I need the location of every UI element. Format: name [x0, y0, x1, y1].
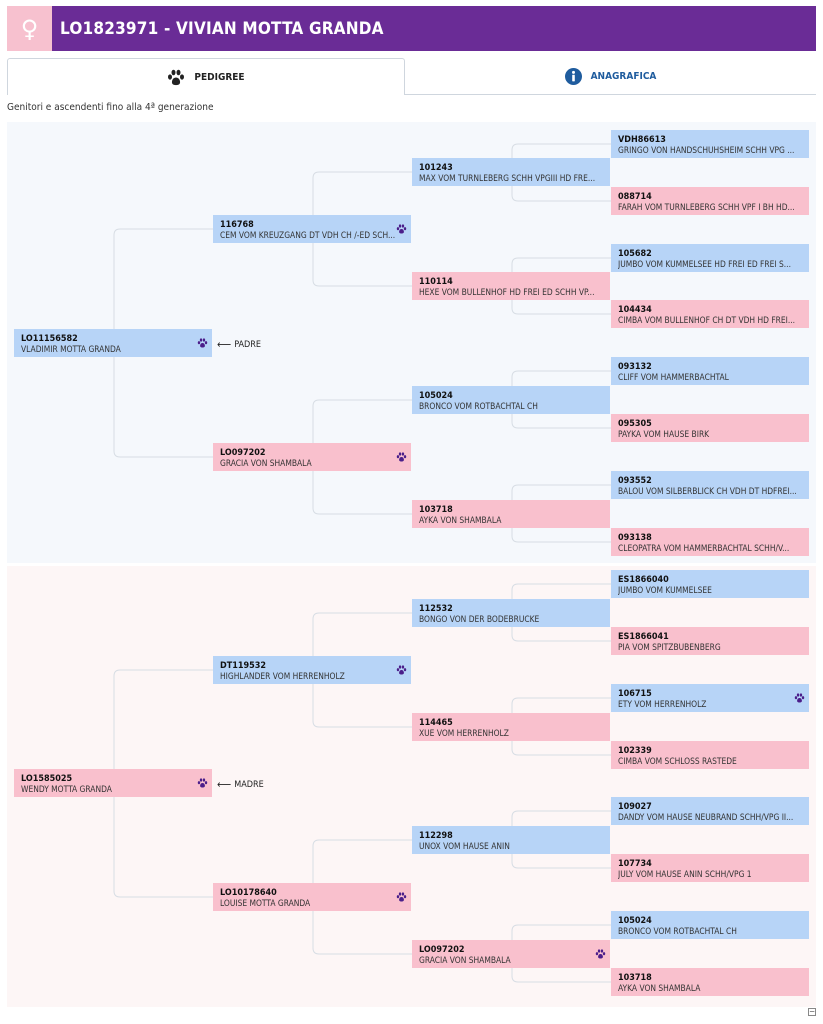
connector-line — [114, 357, 213, 457]
connector-line — [313, 911, 412, 954]
pedigree-card[interactable] — [611, 357, 809, 385]
pedigree-card[interactable] — [213, 215, 411, 243]
paw-icon[interactable] — [794, 688, 805, 707]
pedigree-card[interactable] — [611, 854, 809, 882]
pedigree-card[interactable] — [611, 627, 809, 655]
dam-label-text: MADRE — [234, 779, 264, 790]
animal-name: HIGHLANDER VOM HERRENHOLZ — [220, 671, 345, 681]
connector-line — [313, 684, 412, 727]
animal-code: 101243 — [419, 163, 453, 173]
animal-name: AYKA VON SHAMBALA — [419, 515, 502, 525]
animal-name: PAYKA VOM HAUSE BIRK — [618, 429, 710, 439]
animal-code: 106715 — [618, 689, 652, 699]
connector-line — [512, 186, 611, 201]
animal-code: 093138 — [618, 533, 652, 543]
collapse-icon[interactable]: − — [809, 1007, 816, 1016]
animal-name: CIMBA VOM SCHLOSS RASTEDE — [618, 756, 737, 766]
connector-line — [512, 414, 611, 428]
paw-icon[interactable] — [396, 660, 407, 679]
animal-name: GRACIA VON SHAMBALA — [419, 955, 511, 965]
pedigree-subtitle: Genitori e ascendenti fino alla 4ª generazione — [7, 102, 214, 113]
animal-code: 103718 — [618, 973, 652, 983]
pedigree-card[interactable] — [611, 300, 809, 328]
pedigree-card[interactable] — [14, 329, 212, 357]
animal-code: 107734 — [618, 859, 652, 869]
connector-line — [313, 400, 412, 443]
animal-code: 112298 — [419, 831, 453, 841]
animal-name: BRONCO VOM ROTBACHTAL CH — [419, 401, 538, 411]
connector-line — [512, 144, 611, 158]
animal-code: 114465 — [419, 718, 453, 728]
pedigree-card[interactable] — [611, 244, 809, 272]
animal-code: 116768 — [220, 220, 254, 230]
animal-code: ES1866041 — [618, 632, 669, 642]
animal-code: LO10178640 — [220, 888, 277, 898]
animal-code: DT119532 — [220, 661, 267, 671]
pedigree-card[interactable] — [412, 826, 610, 854]
animal-code: ES1866040 — [618, 575, 669, 585]
connector-line — [512, 741, 611, 755]
pedigree-card[interactable] — [611, 528, 809, 556]
animal-name: UNOX VOM HAUSE ANIN — [419, 841, 510, 851]
animal-name: VLADIMIR MOTTA GRANDA — [21, 344, 121, 354]
animal-code: 110114 — [419, 277, 453, 287]
animal-code: 095305 — [618, 419, 652, 429]
pedigree-card[interactable] — [611, 471, 809, 499]
animal-name: CLEOPATRA VOM HAMMERBACHTAL SCHH/V... — [618, 543, 790, 553]
animal-code: VDH86613 — [618, 135, 666, 145]
animal-code: 104434 — [618, 305, 652, 315]
pedigree-card[interactable] — [213, 656, 411, 684]
animal-code: LO097202 — [419, 945, 465, 955]
connector-line — [313, 243, 412, 286]
animal-name: PIA VOM SPITZBUBENBERG — [618, 642, 721, 652]
animal-code: LO11156582 — [21, 334, 78, 344]
pedigree-card[interactable] — [412, 386, 610, 414]
animal-name: LOUISE MOTTA GRANDA — [220, 898, 311, 908]
animal-name: GRINGO VON HANDSCHUHSHEIM SCHH VPG ... — [618, 145, 795, 155]
dam-label — [217, 778, 264, 791]
pedigree-card[interactable] — [412, 158, 610, 186]
connector-line — [313, 172, 412, 215]
sire-label-text: PADRE — [234, 339, 262, 350]
pedigree-card[interactable] — [611, 187, 809, 215]
paw-icon[interactable] — [595, 944, 606, 963]
connector-line — [512, 371, 611, 386]
tab-anagrafica-label: ANAGRAFICA — [590, 70, 657, 82]
tab-pedigree-label: PEDIGREE — [194, 71, 245, 83]
animal-name: GRACIA VON SHAMBALA — [220, 458, 312, 468]
connector-line — [114, 797, 213, 897]
sire-label — [217, 338, 261, 351]
animal-name: BALOU VOM SILBERBLICK CH VDH DT HDFREI... — [618, 486, 797, 496]
connector-line — [512, 584, 611, 599]
connector-line — [512, 968, 611, 982]
pedigree-card[interactable] — [611, 414, 809, 442]
animal-name: FARAH VOM TURNLEBERG SCHH VPF I BH HD... — [618, 202, 795, 212]
animal-code: 093132 — [618, 362, 652, 372]
animal-name: BONGO VON DER BODEBRUCKE — [419, 614, 540, 624]
pedigree-card[interactable] — [412, 940, 610, 968]
animal-code: 105682 — [618, 249, 652, 259]
pedigree-card[interactable] — [412, 599, 610, 627]
pedigree-card[interactable] — [412, 500, 610, 528]
animal-name: DANDY VOM HAUSE NEUBRAND SCHH/VPG II... — [618, 812, 794, 822]
animal-code: LO097202 — [220, 448, 266, 458]
animal-name: CLIFF VOM HAMMERBACHTAL — [618, 372, 729, 382]
connector-line — [512, 300, 611, 314]
animal-code: 105024 — [419, 391, 453, 401]
connector-line — [313, 840, 412, 883]
connector-line — [512, 627, 611, 641]
connector-line — [512, 698, 611, 713]
paw-icon[interactable] — [396, 447, 407, 466]
animal-code: 093552 — [618, 476, 652, 486]
animal-name: JUMBO VOM KUMMELSEE HD FREI ED FREI S... — [618, 259, 791, 269]
pedigree-card[interactable] — [611, 911, 809, 939]
pedigree-card[interactable] — [14, 769, 212, 797]
pedigree-card[interactable] — [611, 797, 809, 825]
connector-line — [512, 811, 611, 826]
animal-name: XUE VOM HERRENHOLZ — [419, 728, 509, 738]
arrow-left-icon: ⟵ — [217, 338, 232, 351]
animal-code: 088714 — [618, 192, 652, 202]
pedigree-card[interactable] — [213, 883, 411, 911]
animal-name: WENDY MOTTA GRANDA — [21, 784, 112, 794]
animal-name: CIMBA VOM BULLENHOF CH DT VDH HD FREI... — [618, 315, 796, 325]
connector-line — [313, 613, 412, 656]
animal-name: ETY VOM HERRENHOLZ — [618, 699, 707, 709]
connector-line — [512, 925, 611, 940]
animal-code: 112532 — [419, 604, 453, 614]
animal-name: CEM VOM KREUZGANG DT VDH CH /-ED SCH... — [220, 230, 396, 240]
animal-code: 109027 — [618, 802, 652, 812]
pedigree-card[interactable] — [611, 684, 809, 712]
pedigree-card[interactable] — [611, 570, 809, 598]
connector-line — [313, 471, 412, 514]
connector-line — [512, 854, 611, 868]
pedigree-card[interactable] — [611, 741, 809, 769]
pedigree-card[interactable] — [611, 968, 809, 996]
connector-line — [114, 670, 213, 769]
paw-icon[interactable] — [197, 333, 208, 352]
paw-icon[interactable] — [197, 773, 208, 792]
pedigree-card[interactable] — [213, 443, 411, 471]
paw-icon[interactable] — [396, 219, 407, 238]
connector-line — [512, 258, 611, 272]
animal-name: AYKA VON SHAMBALA — [618, 983, 701, 993]
animal-code: LO1585025 — [21, 774, 73, 784]
connector-line — [114, 229, 213, 329]
female-icon: ♀ — [7, 6, 52, 51]
paw-icon[interactable] — [396, 887, 407, 906]
animal-code: 103718 — [419, 505, 453, 515]
animal-name: MAX VOM TURNLEBERG SCHH VPGIII HD FRE... — [419, 173, 596, 183]
animal-name: HEXE VOM BULLENHOF HD FREI ED SCHH VP... — [419, 287, 595, 297]
connector-line — [512, 485, 611, 500]
animal-code: 102339 — [618, 746, 652, 756]
animal-code: 105024 — [618, 916, 652, 926]
animal-name: JULY VOM HAUSE ANIN SCHH/VPG 1 — [618, 869, 752, 879]
pedigree-card[interactable] — [412, 713, 610, 741]
pedigree-card[interactable] — [611, 130, 809, 158]
animal-name: BRONCO VOM ROTBACHTAL CH — [618, 926, 737, 936]
connector-line — [512, 528, 611, 542]
arrow-left-icon: ⟵ — [217, 778, 232, 791]
page-title: LO1823971 - VIVIAN MOTTA GRANDA — [60, 18, 384, 39]
pedigree-card[interactable] — [412, 272, 610, 300]
animal-name: JUMBO VOM KUMMELSEE — [618, 585, 712, 595]
